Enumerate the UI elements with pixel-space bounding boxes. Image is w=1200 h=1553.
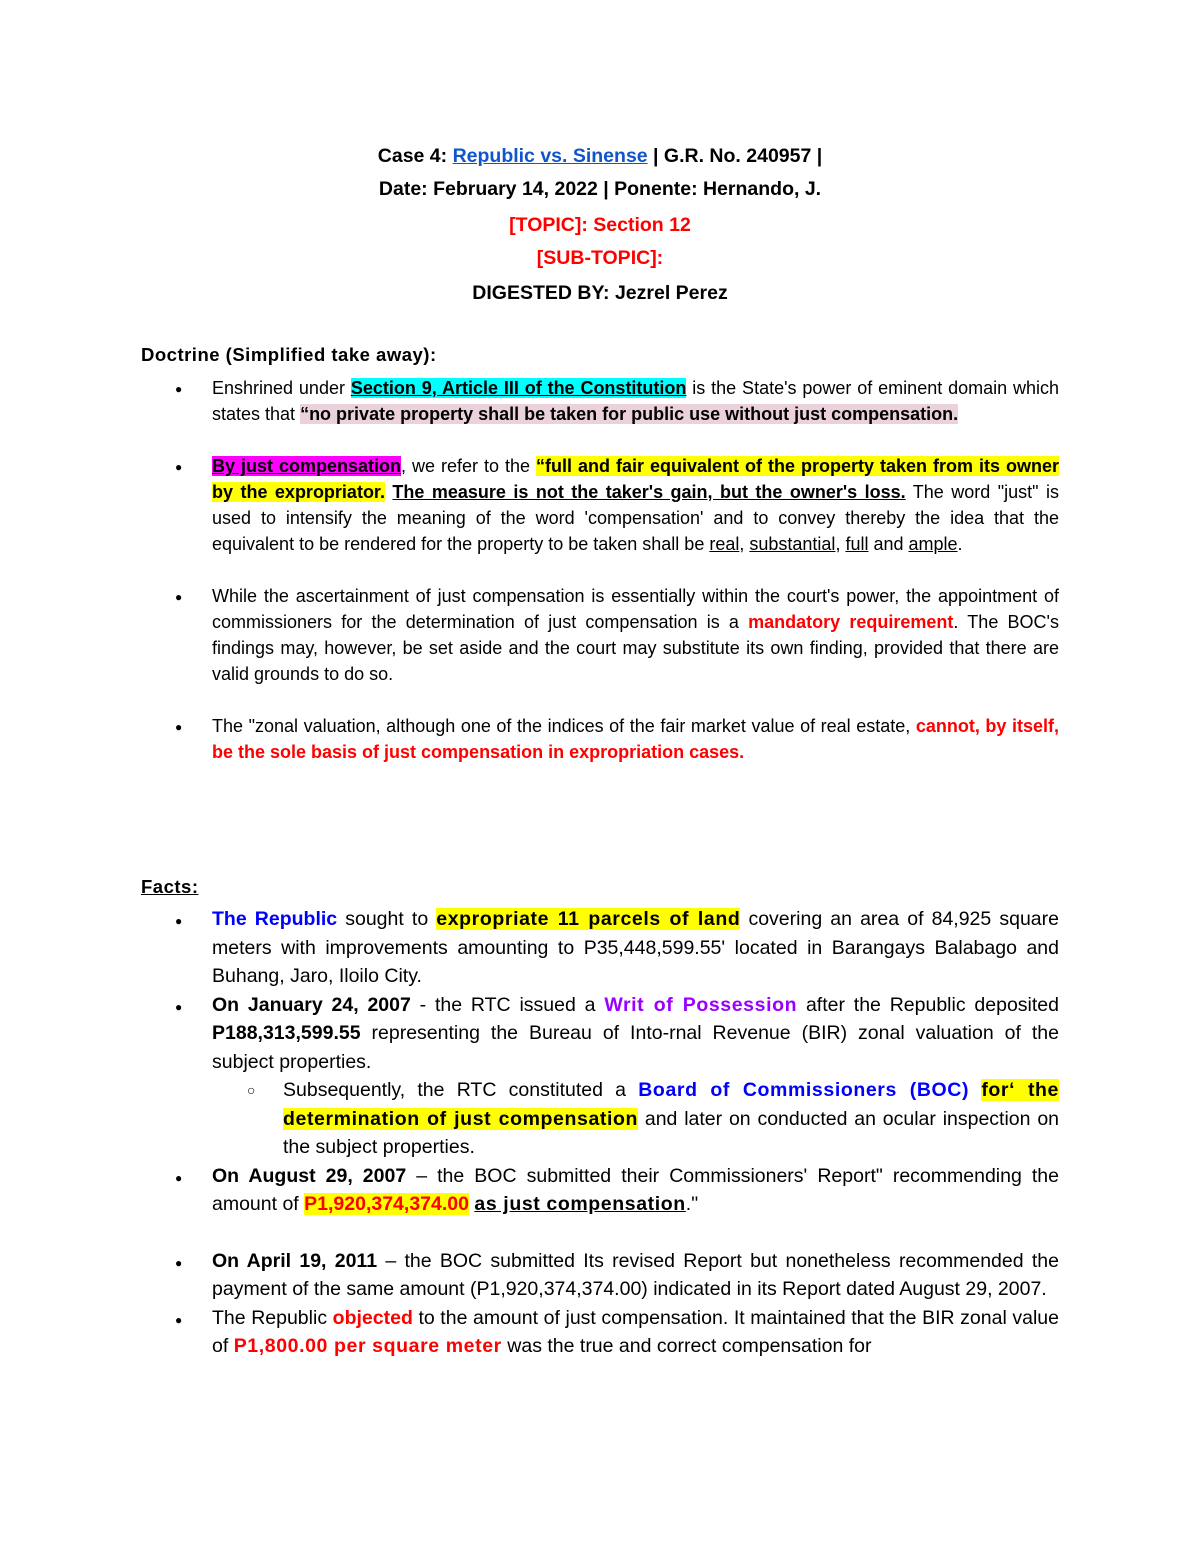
fact-item-commissioners-report: ● On August 29, 2007 – the BOC submitted their Commissioners' Report" recommending the amount of P1,920,374,374.00 as just compensation." <box>141 1162 1059 1219</box>
fact-sublist <box>212 1076 1059 1162</box>
fact-item-revised-report: ● On April 19, 2011 – the BOC submitted Its revised Report but nonetheless recommended the payment of the same amount (P1,920,374,374.00) indicated in its Report dated August 29, 2007. <box>141 1247 1059 1304</box>
fact-item-expropriation: ● The Republic sought to expropriate 11 parcels of land covering an area of 84,925 square meters with improvements amounting to P35,448,599.55' located in Barangays Balabago and Buhang, Jaro, Iloilo City. <box>141 905 1059 991</box>
doctrine-item-just-compensation: ● By just compensation, we refer to the “full and fair equivalent of the property taken from its owner by the expropriator. The measure is not the taker's gain, but the owner's loss. The word "just" is used to intensify the meaning of the word 'compensation' and to convey thereby the idea that the equivalent to be rendered for the property to be taken shall be real, substantial, full and ample. <box>141 453 1059 557</box>
digested-by-line: DIGESTED BY: Jezrel Perez <box>472 282 728 304</box>
fact-subitem-board-of-commissioners: ○ Subsequently, the RTC constituted a Board of Commissioners (BOC) for‘ the determination of just compensation and later on conducted an ocular inspection on the subject properties. <box>141 1076 1059 1162</box>
case-header <box>0 140 1200 310</box>
doctrine-heading: Doctrine (Simplified take away): <box>141 344 437 365</box>
date-ponente-line: Date: February 14, 2022 | Ponente: Hernando, J. <box>378 178 822 200</box>
doctrine-item-commissioners: ● While the ascertainment of just compensation is essentially within the court's power, the appointment of commissioners for the determination of just compensation is a mandatory requirement. The BOC's findings may, however, be set aside and the court may substitute its own finding, provided that there are valid grounds to do so. <box>141 583 1059 687</box>
case-title-line: Case 4: Republic vs. Sinense | G.R. No. 240957 | <box>377 145 823 167</box>
doctrine-item-section9: ● Enshrined under Section 9, Article III of the Constitution is the State's power of eminent domain which states that “no private property shall be taken for public use without just compensation. <box>141 375 1059 427</box>
topic-line: [TOPIC]: Section 12 <box>509 214 691 236</box>
subtopic-line: [SUB-TOPIC]: <box>536 247 664 269</box>
facts-heading: Facts: <box>141 876 199 897</box>
fact-item-writ-of-possession: ● On January 24, 2007 - the RTC issued a Writ of Possession after the Republic deposited P188,313,599.55 representing the Bureau of Into-rnal Revenue (BIR) zonal valuation of the subject properties. ○ Subsequently, the RTC constituted a Board of Commissioners (BOC) for‘ the determination of just compensation and later on conducted an ocular inspection on the subject properties. <box>141 991 1059 1162</box>
fact-item-republic-objection: ● The Republic objected to the amount of just compensation. It maintained that the BIR zonal value of P1,800.00 per square meter was the true and correct compensation for <box>141 1304 1059 1361</box>
doctrine-list <box>141 375 1059 791</box>
case-link[interactable]: Republic vs. Sinense <box>452 145 648 167</box>
facts-list <box>141 905 1059 1361</box>
doctrine-item-zonal-valuation: ● The "zonal valuation, although one of the indices of the fair market value of real estate, cannot, by itself, be the sole basis of just compensation in expropriation cases. <box>141 713 1059 765</box>
